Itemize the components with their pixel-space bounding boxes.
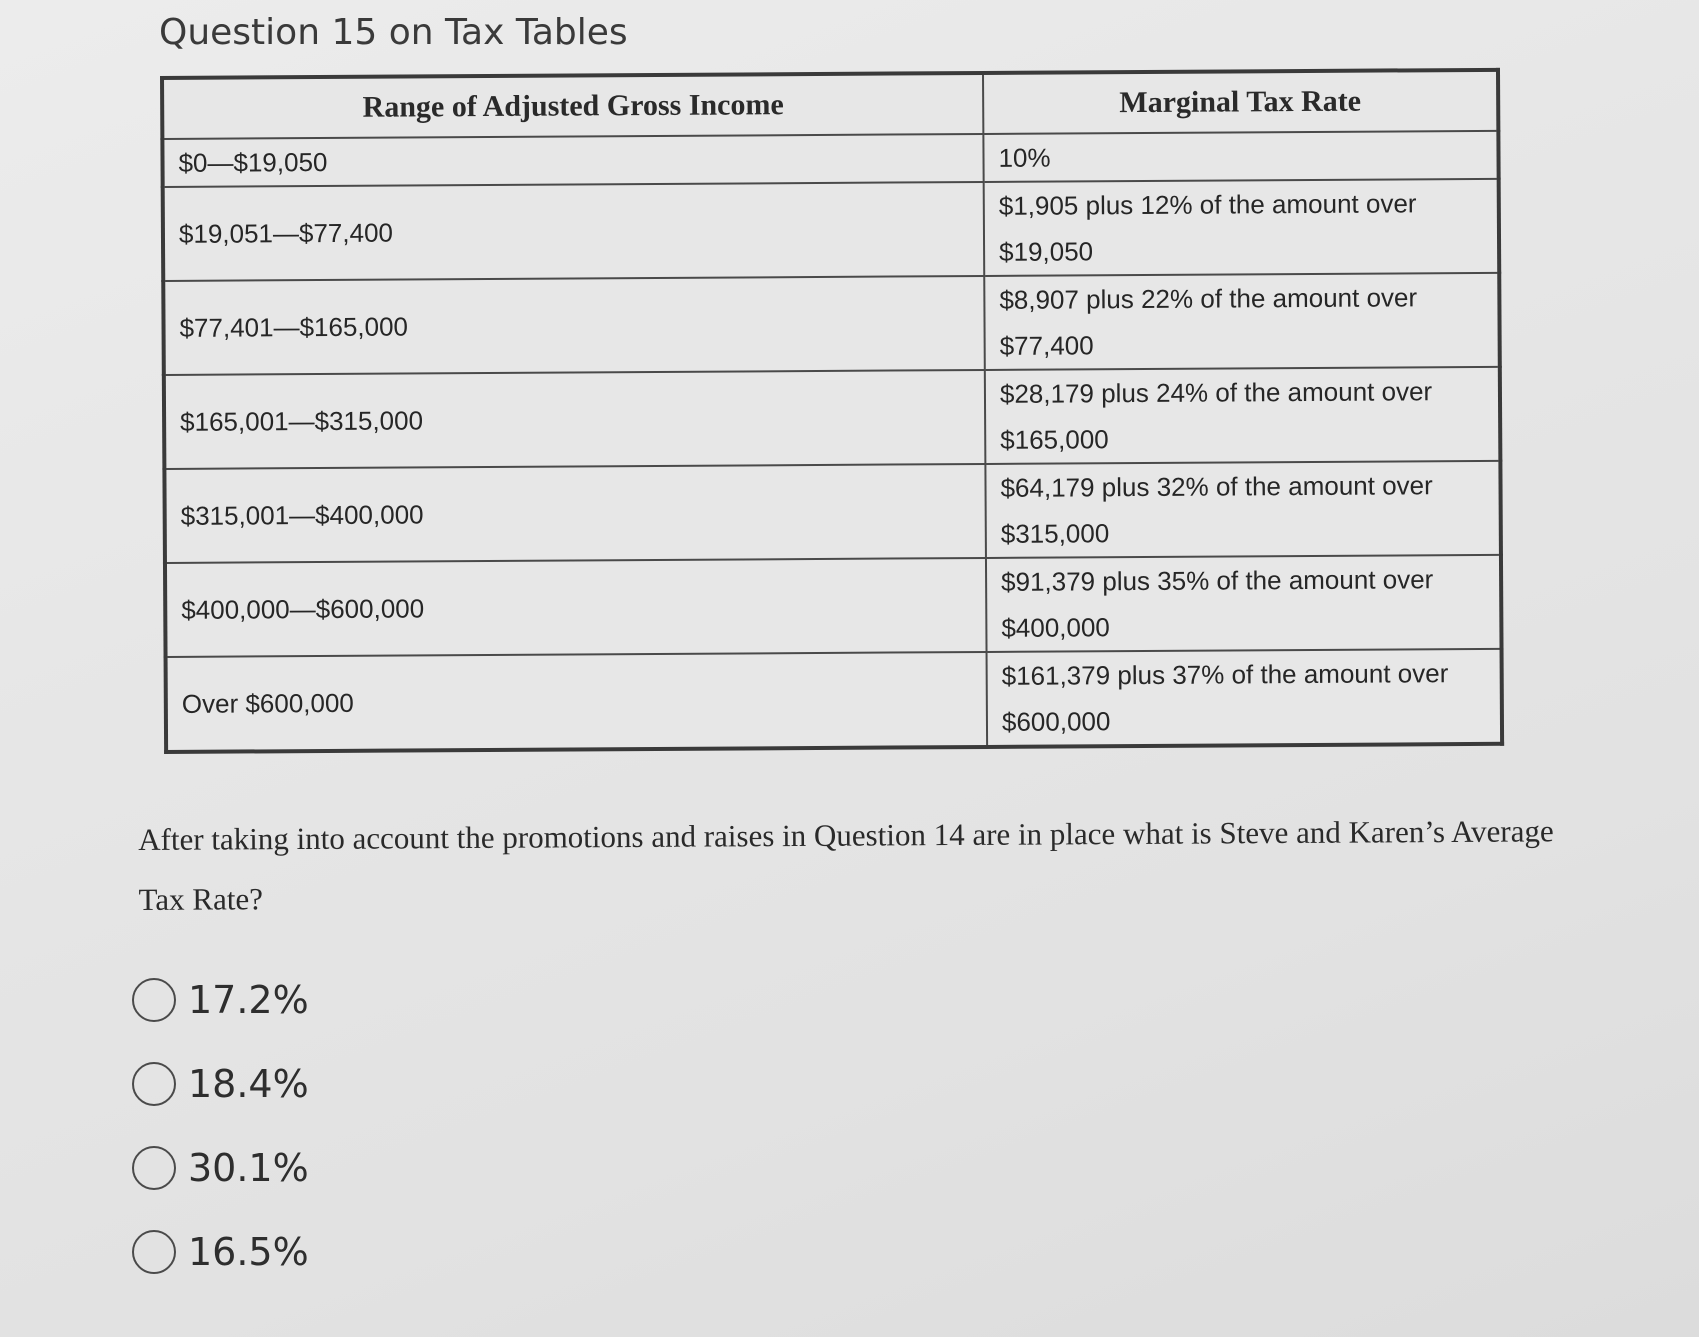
income-range-cell: $77,401—$165,000 bbox=[163, 276, 985, 375]
tax-rate-cell: $8,907 plus 22% of the amount over $77,400 bbox=[984, 273, 1500, 370]
radio-button-icon[interactable] bbox=[132, 978, 176, 1022]
income-range-cell: $165,001—$315,000 bbox=[164, 370, 986, 469]
income-range-cell: $400,000—$600,000 bbox=[165, 558, 987, 657]
answer-option-label: 30.1% bbox=[188, 1146, 309, 1190]
table-row bbox=[163, 273, 1500, 375]
tax-rate-cell: $28,179 plus 24% of the amount over $165,000 bbox=[985, 367, 1501, 464]
tax-rate-cell: $1,905 plus 12% of the amount over $19,050 bbox=[984, 179, 1500, 276]
table-header-row bbox=[162, 70, 1498, 139]
answer-option-label: 16.5% bbox=[188, 1230, 309, 1274]
income-range-cell: $19,051—$77,400 bbox=[163, 182, 985, 281]
tax-rate-cell: 10% bbox=[983, 131, 1498, 182]
answer-option-label: 17.2% bbox=[188, 978, 309, 1022]
question-text: After taking into account the promotions and raises in Question 14 are in place what is Steve and Karen’s Average Tax Rate? bbox=[138, 813, 1554, 917]
tax-rate-cell: $161,379 plus 37% of the amount over $600,000 bbox=[987, 649, 1503, 747]
answer-option[interactable] bbox=[132, 1059, 309, 1109]
table-row bbox=[165, 555, 1502, 657]
table-row bbox=[162, 131, 1498, 187]
answer-option[interactable] bbox=[132, 1227, 309, 1277]
tax-table-container bbox=[160, 68, 1504, 754]
tax-rate-cell: $91,379 plus 35% of the amount over $400,000 bbox=[986, 555, 1502, 652]
answer-options bbox=[132, 975, 309, 1311]
answer-option[interactable] bbox=[132, 975, 309, 1025]
tax-table bbox=[160, 68, 1504, 754]
table-row bbox=[164, 367, 1501, 469]
answer-option[interactable] bbox=[132, 1143, 309, 1193]
radio-button-icon[interactable] bbox=[132, 1230, 176, 1274]
income-range-cell: $315,001—$400,000 bbox=[164, 464, 986, 563]
tax-rate-cell: $64,179 plus 32% of the amount over $315,000 bbox=[985, 461, 1501, 558]
table-row bbox=[166, 649, 1503, 752]
table-row bbox=[163, 179, 1500, 281]
table-row bbox=[164, 461, 1501, 563]
radio-button-icon[interactable] bbox=[132, 1062, 176, 1106]
answer-option-label: 18.4% bbox=[188, 1062, 309, 1106]
income-range-cell: Over $600,000 bbox=[166, 652, 988, 752]
income-range-cell: $0—$19,050 bbox=[162, 134, 983, 187]
header-income-range: Range of Adjusted Gross Income bbox=[162, 73, 983, 139]
radio-button-icon[interactable] bbox=[132, 1146, 176, 1190]
page-title: Question 15 on Tax Tables bbox=[159, 12, 628, 53]
header-marginal-rate: Marginal Tax Rate bbox=[983, 70, 1498, 134]
